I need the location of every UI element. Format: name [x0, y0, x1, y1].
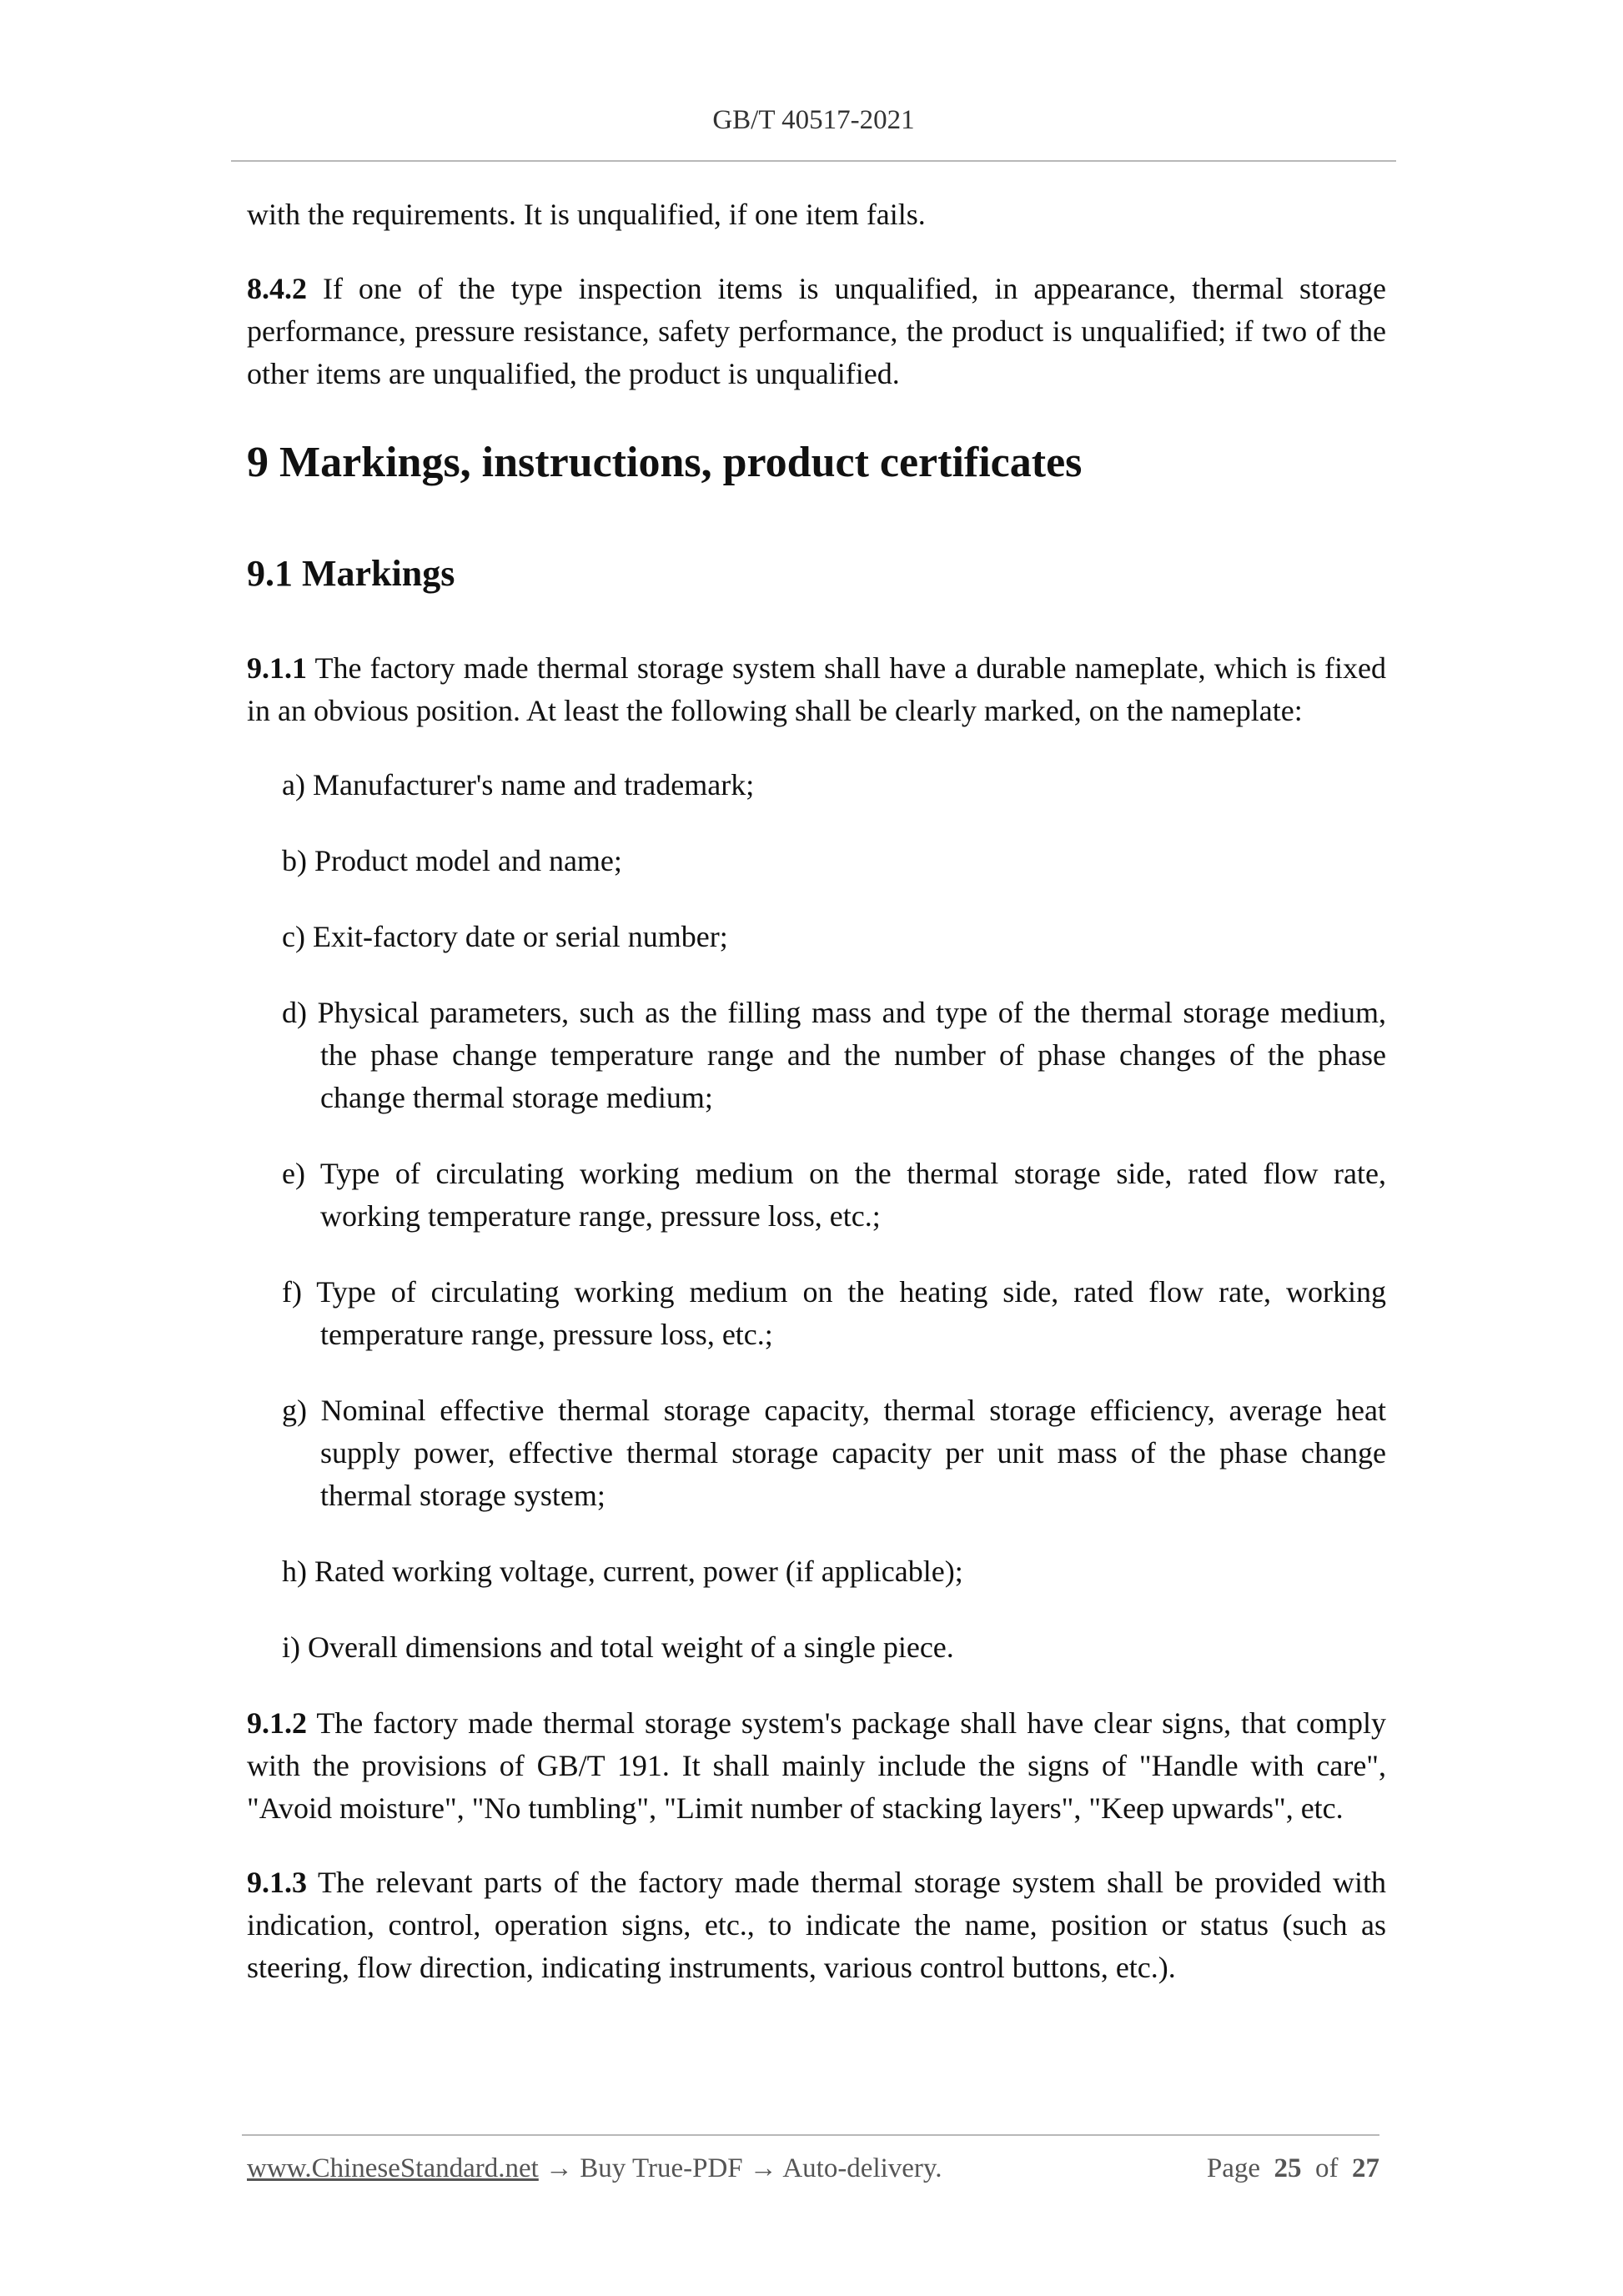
- clause-text: The factory made thermal storage system's package shall have clear signs, that comply with the provisions of GB/T 191. It shall mainly include the signs of "Handle with care", "Avoid moisture", "No tumbling", "Limit number of stacking layers", "Keep upwards", etc.: [247, 1706, 1386, 1825]
- clause-9-1-2: [247, 1702, 1386, 1830]
- clause-9-1-3: [247, 1861, 1386, 1989]
- clause-text: The relevant parts of the factory made thermal storage system shall be provided with indication, control, operation signs, etc., to indicate the name, position or status (such as steering, flow direction, indicating instruments, various control buttons, etc.).: [247, 1866, 1386, 1984]
- list-item: i) Overall dimensions and total weight of a single piece.: [282, 1630, 954, 1664]
- clause-text: The factory made thermal storage system shall have a durable nameplate, which is fixed in an obvious position. At least the following shall be clearly marked, on the nameplate:: [247, 651, 1386, 727]
- page-number: 25: [1274, 2153, 1302, 2183]
- intro-paragraph: with the requirements. It is unqualified, if one item fails.: [247, 198, 926, 231]
- footer-left: [247, 2153, 942, 2184]
- list-item: b) Product model and name;: [282, 844, 622, 877]
- document-header: GB/T 40517-2021: [712, 105, 915, 135]
- clause-number: 9.1.3: [247, 1866, 307, 1899]
- list-item: d) Physical parameters, such as the filling mass and type of the thermal storage medium, the phase change temperature range and the number of phase changes of the phase change thermal storage medium;: [282, 996, 1386, 1114]
- arrow-icon: →: [742, 2153, 783, 2183]
- section-heading-9: 9 Markings, instructions, product certificates: [247, 439, 1083, 486]
- list-item: h) Rated working voltage, current, power (if applicable);: [282, 1555, 963, 1588]
- list-item: a) Manufacturer's name and trademark;: [282, 768, 755, 801]
- arrow-icon: →: [538, 2153, 580, 2183]
- clause-text: If one of the type inspection items is unqualified, in appearance, thermal storage performance, pressure resistance, safety performance, the product is unqualified; if two of the other items are unqualified, the product is unqualified.: [247, 272, 1386, 390]
- footer-divider: [242, 2134, 1379, 2136]
- buy-text: Buy True-PDF: [580, 2153, 743, 2183]
- delivery-text: Auto-delivery.: [782, 2153, 942, 2183]
- nameplate-items-list: [247, 764, 1386, 1669]
- page-total: 27: [1352, 2153, 1379, 2183]
- of-label: of: [1315, 2153, 1339, 2183]
- page-indicator: [1207, 2153, 1379, 2184]
- page-content: [247, 193, 1386, 2021]
- page-footer: [247, 2153, 1379, 2184]
- page-label: Page: [1206, 2153, 1260, 2183]
- subsection-heading-9-1: 9.1 Markings: [247, 553, 455, 594]
- list-item: g) Nominal effective thermal storage capacity, thermal storage efficiency, average heat supply power, effective thermal storage capacity per unit mass of the phase change thermal storage system;: [282, 1394, 1386, 1512]
- header-divider: [231, 160, 1396, 162]
- list-item: c) Exit-factory date or serial number;: [282, 920, 728, 953]
- clause-8-4-2: [247, 268, 1386, 395]
- clause-number: 9.1.2: [247, 1706, 307, 1740]
- website-link[interactable]: www.ChineseStandard.net: [247, 2153, 539, 2183]
- list-item: f) Type of circulating working medium on the heating side, rated flow rate, working temperature range, pressure loss, etc.;: [282, 1275, 1386, 1351]
- clause-number: 8.4.2: [247, 272, 307, 305]
- list-item: e) Type of circulating working medium on the thermal storage side, rated flow rate, working temperature range, pressure loss, etc.;: [282, 1157, 1386, 1233]
- clause-9-1-1: [247, 647, 1386, 732]
- clause-number: 9.1.1: [247, 651, 307, 685]
